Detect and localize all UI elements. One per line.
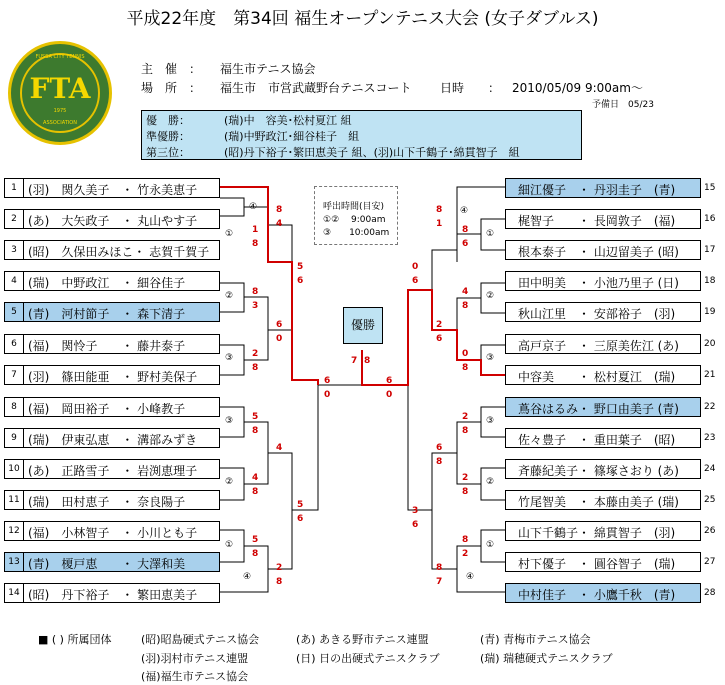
score: 5 [297, 500, 304, 510]
score: 8 [462, 426, 469, 436]
legend-item: (昭)昭島硬式テニス協会 [141, 633, 260, 646]
score: 6 [436, 443, 443, 453]
score: 6 [436, 334, 443, 344]
score: 8 [252, 363, 259, 373]
score: 7 [351, 356, 358, 366]
player-names: 田中明美 ・ 小池乃里子 (日) [518, 276, 679, 290]
entry-number: 7 [5, 366, 24, 384]
mark-c3-r2: ③ [486, 416, 495, 426]
final-box: 優勝 [343, 307, 383, 344]
score: 1 [436, 219, 443, 229]
player-names: 中容美 ・ 松村夏江 (瑞) [518, 370, 676, 384]
entry-number: 5 [5, 303, 24, 321]
score: 5 [252, 412, 259, 422]
winner-value: (瑞)中 容美･松村夏江 組 [224, 114, 352, 127]
entry-number: 23 [704, 433, 716, 443]
line-l12 [268, 453, 292, 569]
entry-number: 15 [704, 183, 716, 193]
entry-number: 25 [704, 495, 716, 505]
score: 2 [436, 320, 443, 330]
winner-path-right [362, 290, 505, 385]
mark-c4-r1: ④ [460, 206, 469, 216]
date-value: 2010/05/09 9:00am～ [512, 81, 643, 95]
score: 6 [297, 276, 304, 286]
legend-head: ■ ( ) 所属団体 [38, 633, 112, 646]
player-names: (あ) 大矢政子 ・ 丸山やす子 [28, 214, 198, 228]
line-l13 [292, 380, 318, 510]
entry-number: 20 [704, 339, 716, 349]
score: 2 [462, 473, 469, 483]
player-names: 中村佳子 ・ 小鷹千秋 (青) [518, 588, 676, 602]
player-names: 竹尾智美 ・ 本藤由美子 (瑞) [518, 495, 679, 509]
player-names: 根本泰子 ・ 山辺留美子 (昭) [518, 245, 679, 259]
score: 6 [412, 520, 419, 530]
score: 8 [364, 356, 371, 366]
score: 2 [462, 412, 469, 422]
player-names: (昭) 久保田みほこ・ 志賀千賀子 [28, 245, 210, 259]
mark-c1-l1: ① [225, 229, 234, 239]
entry-number: 1 [5, 179, 24, 197]
mark-c2-l1: ② [225, 291, 234, 301]
entry-number: 13 [5, 553, 24, 571]
score: 8 [252, 549, 259, 559]
mark-c1-r2: ① [486, 540, 495, 550]
score: 8 [252, 239, 259, 249]
host-value: 福生市テニス協会 [220, 62, 316, 76]
entry-number: 21 [704, 370, 716, 380]
legend-item: (瑞) 瑞穂硬式テニスクラブ [480, 652, 613, 665]
player-names: 梶智子 ・ 長岡敦子 (福) [518, 214, 676, 228]
score: 6 [297, 514, 304, 524]
player-names: (青) 榎戸恵 ・ 大澤和美 [28, 557, 186, 571]
score: 4 [276, 443, 283, 453]
player-names: 高戸京子 ・ 三原美佐江 (あ) [518, 339, 679, 353]
mark-c2-r2: ② [486, 477, 495, 487]
score: 2 [252, 349, 259, 359]
line-r5 [457, 298, 481, 360]
player-names: 佐々豊子 ・ 重田葉子 (昭) [518, 433, 676, 447]
score: 0 [324, 390, 331, 400]
entry-number: 14 [5, 584, 24, 602]
venue-label: 場 所 ： [141, 81, 202, 95]
player-names: (あ) 正路雪子 ・ 岩渕恵理子 [28, 464, 198, 478]
third-label: 第三位： [146, 146, 190, 159]
entry-number: 17 [704, 245, 716, 255]
entry-number: 28 [704, 588, 716, 598]
entry-number: 8 [5, 398, 24, 416]
score: 0 [386, 390, 393, 400]
score: 3 [412, 506, 419, 516]
entry-number: 4 [5, 272, 24, 290]
score: 8 [436, 457, 443, 467]
entry-number: 2 [5, 210, 24, 228]
player-names: (昭) 丹下裕子 ・ 繁田恵美子 [28, 588, 198, 602]
player-names: (瑞) 田村恵子 ・ 奈良陽子 [28, 495, 186, 509]
winner-label: 優 勝： [146, 114, 190, 127]
legend-item: (福)福生市テニス協会 [141, 670, 249, 683]
entry-number: 27 [704, 557, 716, 567]
score: 8 [462, 535, 469, 545]
score: 0 [462, 349, 469, 359]
entry-number: 9 [5, 429, 24, 447]
runner-label: 準優勝： [146, 130, 190, 143]
score: 8 [462, 225, 469, 235]
score: 8 [252, 487, 259, 497]
entry-number: 11 [5, 491, 24, 509]
score: 0 [276, 334, 283, 344]
venue-value: 福生市 市営武蔵野台テニスコート [220, 81, 412, 95]
legend-item: (羽)羽村市テニス連盟 [141, 652, 249, 665]
mark-c4-r2: ④ [466, 572, 475, 582]
logo-bottom-text: ASSOCIATION [43, 120, 77, 126]
legend-item: (日) 日の出硬式テニスクラブ [296, 652, 440, 665]
line-r6 [432, 250, 457, 330]
third-value: (昭)丹下裕子･繁田恵美子 組、(羽)山下千鶴子･綿貫智子 組 [224, 146, 520, 159]
entry-number: 18 [704, 276, 716, 286]
entry-number: 16 [704, 214, 716, 224]
player-names: (福) 小林智子 ・ 小川とも子 [28, 526, 198, 540]
score: 5 [297, 262, 304, 272]
legend-item: (あ) あきる野市テニス連盟 [296, 633, 429, 646]
player-names: (羽) 関久美子 ・ 竹永美恵子 [28, 183, 198, 197]
legend-item: (青) 青梅市テニス協会 [480, 633, 591, 646]
player-names: (瑞) 伊東弘恵 ・ 溝部みずき [28, 433, 198, 447]
entry-number: 26 [704, 526, 716, 536]
player-names: 秋山江里 ・ 安部裕子 (羽) [518, 307, 676, 321]
score: 8 [276, 205, 283, 215]
player-names: (羽) 篠田能亜 ・ 野村美保子 [28, 370, 198, 384]
entry-number: 3 [5, 241, 24, 259]
line-r12 [432, 453, 457, 569]
score: 6 [276, 320, 283, 330]
score: 8 [436, 563, 443, 573]
call-time-title: 呼出時間(目安) [323, 202, 385, 212]
page-title: 平成22年度 第34回 福生オープンテニス大会 (女子ダブルス) [126, 9, 599, 29]
score: 8 [276, 577, 283, 587]
line-r9 [457, 422, 481, 484]
score: 1 [252, 225, 259, 235]
entry-number: 6 [5, 335, 24, 353]
entry-number: 24 [704, 464, 716, 474]
score: 6 [462, 239, 469, 249]
player-names: (福) 岡田裕子 ・ 小峰教子 [28, 402, 186, 416]
mark-c1-l2: ① [225, 540, 234, 550]
score: 8 [462, 487, 469, 497]
line-r13 [408, 290, 432, 510]
line-l1 [220, 198, 244, 216]
player-names: 山下千鶴子・ 綿貫智子 (羽) [518, 526, 676, 540]
player-names: 細江優子 ・ 丹羽圭子 (青) [518, 183, 676, 197]
score: 5 [252, 535, 259, 545]
score: 6 [412, 276, 419, 286]
logo-year: 1975 [53, 108, 67, 114]
runner-value: (瑞)中野政江･細谷桂子 組 [224, 130, 360, 143]
score: 8 [252, 426, 259, 436]
entry-number: 10 [5, 460, 24, 478]
player-names: 斉藤紀美子・ 篠塚さおり (あ) [518, 464, 679, 478]
mark-c2-l2: ② [225, 477, 234, 487]
host-label: 主 催 ： [141, 62, 202, 76]
score: 2 [462, 549, 469, 559]
score: 2 [276, 563, 283, 573]
logo-top-text: FUSSA CITY TENNIS [35, 54, 85, 60]
score: 6 [324, 376, 331, 386]
player-names: (青) 河村節子 ・ 森下清子 [28, 307, 186, 321]
line-l6 [268, 225, 292, 380]
mark-c1-r1: ① [486, 229, 495, 239]
entry-number: 22 [704, 402, 716, 412]
mark-c4-l2: ④ [243, 572, 252, 582]
entry-number: 19 [704, 307, 716, 317]
mark-c3-l2: ③ [225, 416, 234, 426]
score: 0 [412, 262, 419, 272]
mark-c3-r1: ③ [486, 353, 495, 363]
score: 8 [462, 363, 469, 373]
call-time-r1: ①② 9:00am [323, 215, 386, 225]
reserve-date: 予備日 05/23 [592, 100, 654, 110]
logo-main-text: FTA [29, 72, 91, 105]
score: 8 [462, 301, 469, 311]
winner-path-left [220, 187, 318, 385]
mark-c2-r1: ② [486, 291, 495, 301]
player-names: 村下優子 ・ 圓谷智子 (瑞) [518, 557, 676, 571]
date-label: 日時 ： [440, 81, 501, 95]
score: 4 [462, 287, 469, 297]
mark-c3-l1: ③ [225, 353, 234, 363]
mark-c4-l1: ④ [249, 202, 258, 212]
score: 6 [386, 376, 393, 386]
entry-number: 12 [5, 522, 24, 540]
player-names: 蔦谷はるみ・ 野口由美子 (青) [518, 402, 679, 416]
score: 4 [252, 473, 259, 483]
call-time-r3: ③ 10:00am [323, 228, 390, 238]
score: 8 [252, 287, 259, 297]
score: 4 [276, 219, 283, 229]
player-names: (福) 関怜子 ・ 藤井泰子 [28, 339, 186, 353]
score: 3 [252, 301, 259, 311]
score: 7 [436, 577, 443, 587]
player-names: (瑞) 中野政江 ・ 細谷佳子 [28, 276, 186, 290]
score: 8 [436, 205, 443, 215]
